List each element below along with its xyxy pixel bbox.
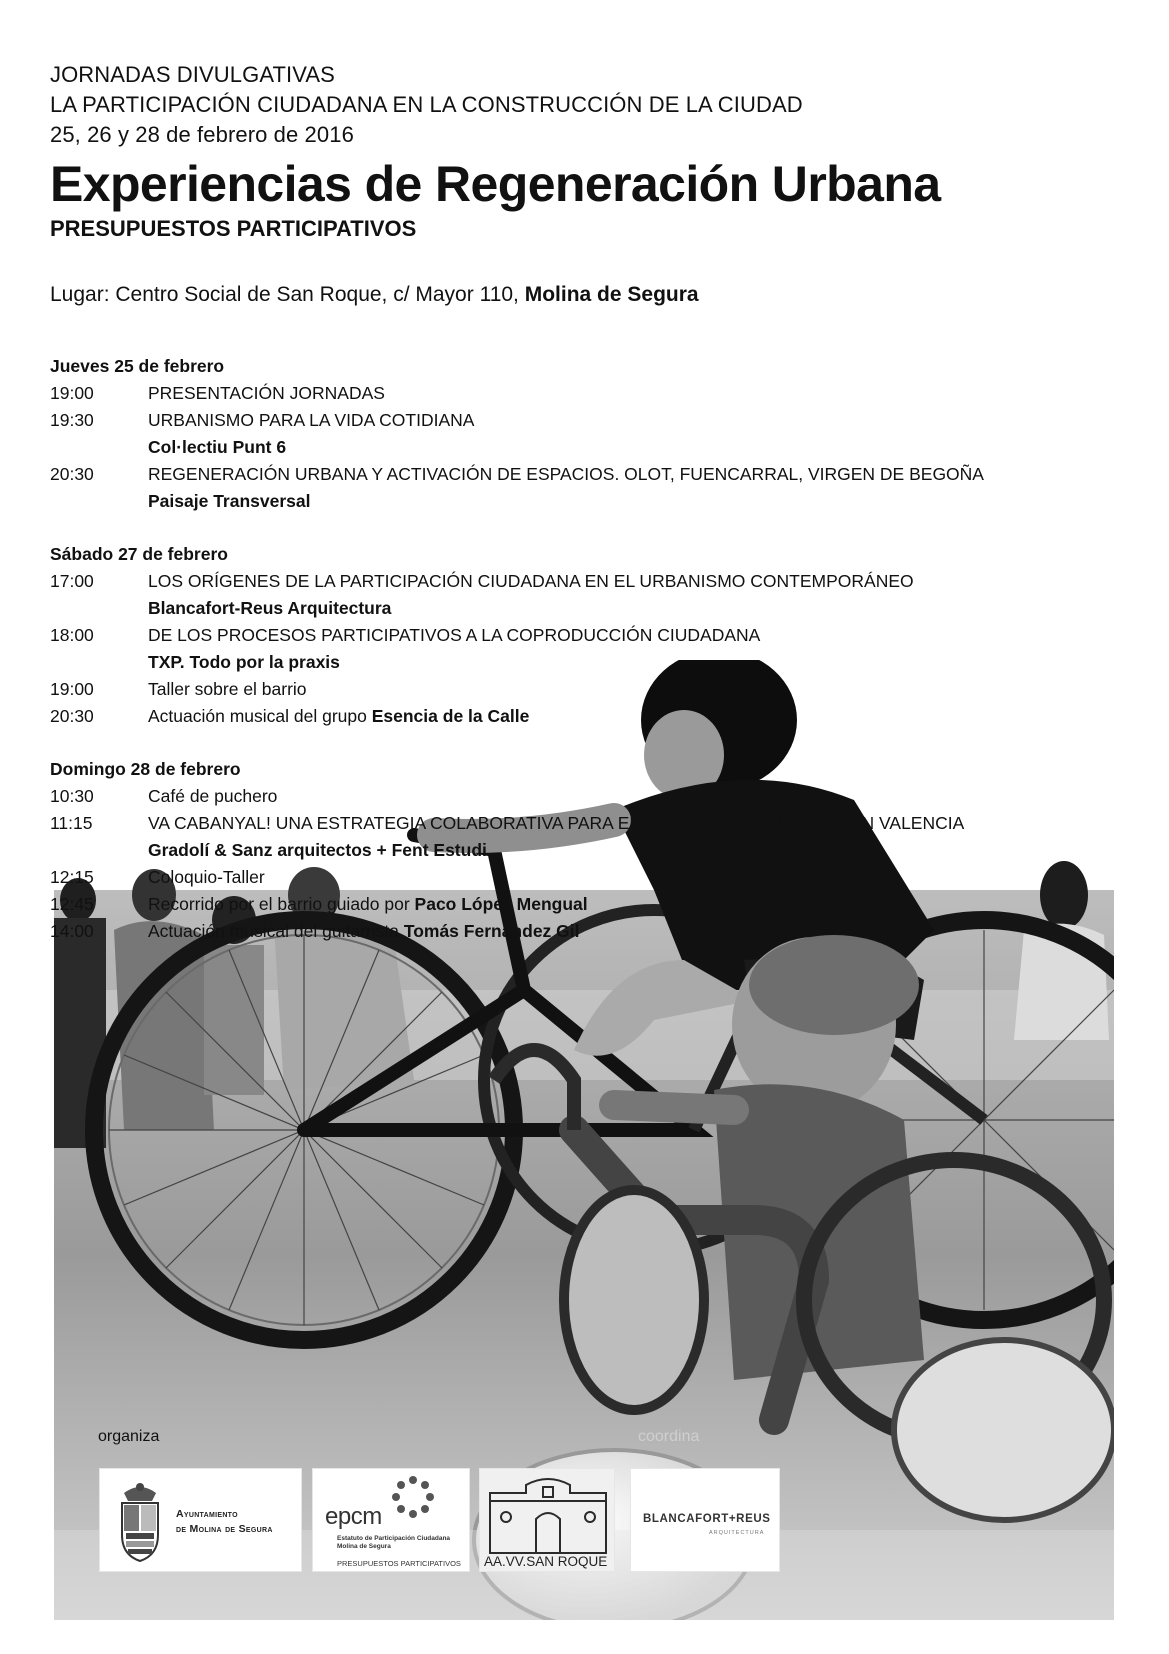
program-schedule	[50, 353, 1130, 945]
schedule-row	[50, 622, 1130, 649]
schedule-row	[50, 380, 1130, 407]
session-title: LOS ORÍGENES DE LA PARTICIPACIÓN CIUDADANA EN EL URBANISMO CONTEMPORÁNEO	[148, 571, 914, 591]
ayuntamiento-logo	[99, 1468, 302, 1572]
coordina-label: coordina	[638, 1428, 700, 1445]
venue-city: Molina de Segura	[524, 283, 699, 306]
speaker-row	[50, 488, 1130, 515]
schedule-row	[50, 703, 1130, 730]
session-time: 20:30	[50, 464, 94, 484]
session-speaker: Col·lectiu Punt 6	[148, 437, 287, 457]
speaker-row	[50, 649, 1130, 676]
organiza-label: organiza	[98, 1428, 160, 1445]
session-title	[148, 918, 580, 945]
day-heading: Sábado 27 de febrero	[50, 544, 228, 564]
session-title: URBANISMO PARA LA VIDA COTIDIANA	[148, 410, 475, 430]
session-title: VA CABANYAL! UNA ESTRATEGIA COLABORATIVA PARA EL BARRIO DEL CABANYAL EN VALENCIA	[148, 813, 965, 833]
ayuntamiento-line2: de Molina de Segura	[176, 1523, 273, 1535]
speaker-row	[50, 595, 1130, 622]
session-title: DE LOS PROCESOS PARTICIPATIVOS A LA COPRODUCCIÓN CIUDADANA	[148, 625, 761, 645]
epcm-footer: PRESUPUESTOS PARTICIPATIVOS	[337, 1559, 461, 1568]
session-title: Coloquio-Taller	[148, 867, 265, 887]
session-time: 19:00	[50, 679, 94, 699]
blancafort-reus-wordmark: BLANCAFORT+REUS	[643, 1513, 771, 1525]
schedule-row	[50, 461, 1130, 488]
session-time: 10:30	[50, 786, 94, 806]
schedule-row	[50, 783, 1130, 810]
poster-header	[50, 60, 1130, 244]
session-text: Recorrido por el barrio guiado por	[148, 894, 415, 914]
schedule-row	[50, 864, 1130, 891]
session-title: REGENERACIÓN URBANA Y ACTIVACIÓN DE ESPACIOS. OLOT, FUENCARRAL, VIRGEN DE BEGOÑA	[148, 464, 984, 484]
venue-address: Lugar: Centro Social de San Roque, c/ Mayor 110,	[50, 283, 525, 306]
session-title	[148, 703, 529, 730]
epcm-subtitle	[337, 1535, 467, 1551]
session-text: Actuación musical del grupo	[148, 706, 372, 726]
ayuntamiento-line1: Ayuntamiento	[176, 1508, 238, 1520]
session-time: 12:15	[50, 867, 94, 887]
session-time: 14:00	[50, 921, 94, 941]
event-series: JORNADAS DIVULGATIVAS	[50, 62, 335, 87]
schedule-row	[50, 407, 1130, 434]
poster-subtitle: PRESUPUESTOS PARTICIPATIVOS	[50, 216, 417, 241]
schedule-row	[50, 568, 1130, 595]
speaker-row	[50, 837, 1130, 864]
event-theme: LA PARTICIPACIÓN CIUDADANA EN LA CONSTRUCCIÓN DE LA CIUDAD	[50, 92, 803, 117]
session-time: 19:30	[50, 410, 94, 430]
coat-of-arms-icon	[112, 1479, 168, 1563]
session-guide: Paco López Mengual	[414, 894, 588, 914]
epcm-wordmark: epcm	[325, 1503, 382, 1530]
speaker-row	[50, 434, 1130, 461]
session-speaker: TXP. Todo por la praxis	[148, 652, 340, 672]
ayuntamiento-text	[176, 1507, 273, 1537]
poster-title: Experiencias de Regeneración Urbana	[50, 156, 941, 212]
session-time: 18:00	[50, 625, 94, 645]
session-time: 11:15	[50, 813, 93, 833]
venue-line	[50, 281, 699, 309]
session-speaker: Gradolí & Sanz arquitectos + Fent Estudi	[148, 840, 487, 860]
session-time: 12:45	[50, 894, 94, 914]
session-title: Taller sobre el barrio	[148, 679, 307, 699]
blancafort-reus-logo	[630, 1468, 780, 1572]
session-speaker: Blancafort-Reus Arquitectura	[148, 598, 392, 618]
san-roque-church-icon	[486, 1473, 610, 1555]
session-speaker: Paisaje Transversal	[148, 491, 311, 511]
schedule-row	[50, 891, 1130, 918]
epcm-subtitle-line2: Molina de Segura	[337, 1543, 391, 1550]
session-title: Café de puchero	[148, 786, 278, 806]
day-heading: Jueves 25 de febrero	[50, 356, 225, 376]
epcm-logo	[312, 1468, 470, 1572]
event-dates: 25, 26 y 28 de febrero de 2016	[50, 122, 354, 147]
san-roque-text: AA.VV.SAN ROQUE	[484, 1554, 608, 1569]
session-text: Actuación musical del guitarrista	[148, 921, 404, 941]
session-title	[148, 891, 588, 918]
epcm-logo-icon	[391, 1475, 435, 1519]
schedule-row	[50, 918, 1130, 945]
session-time: 17:00	[50, 571, 94, 591]
schedule-row	[50, 810, 1130, 837]
schedule-row	[50, 676, 1130, 703]
session-time: 20:30	[50, 706, 94, 726]
blancafort-reus-subtitle: ARQUITECTURA	[709, 1530, 765, 1536]
epcm-subtitle-line1: Estatuto de Participación Ciudadana	[337, 1535, 451, 1542]
session-performer: Tomás Fernández Gil	[403, 921, 580, 941]
san-roque-logo	[479, 1468, 615, 1572]
session-performer: Esencia de la Calle	[371, 706, 530, 726]
session-time: 19:00	[50, 383, 94, 403]
day-heading: Domingo 28 de febrero	[50, 759, 241, 779]
session-title: PRESENTACIÓN JORNADAS	[148, 383, 385, 403]
